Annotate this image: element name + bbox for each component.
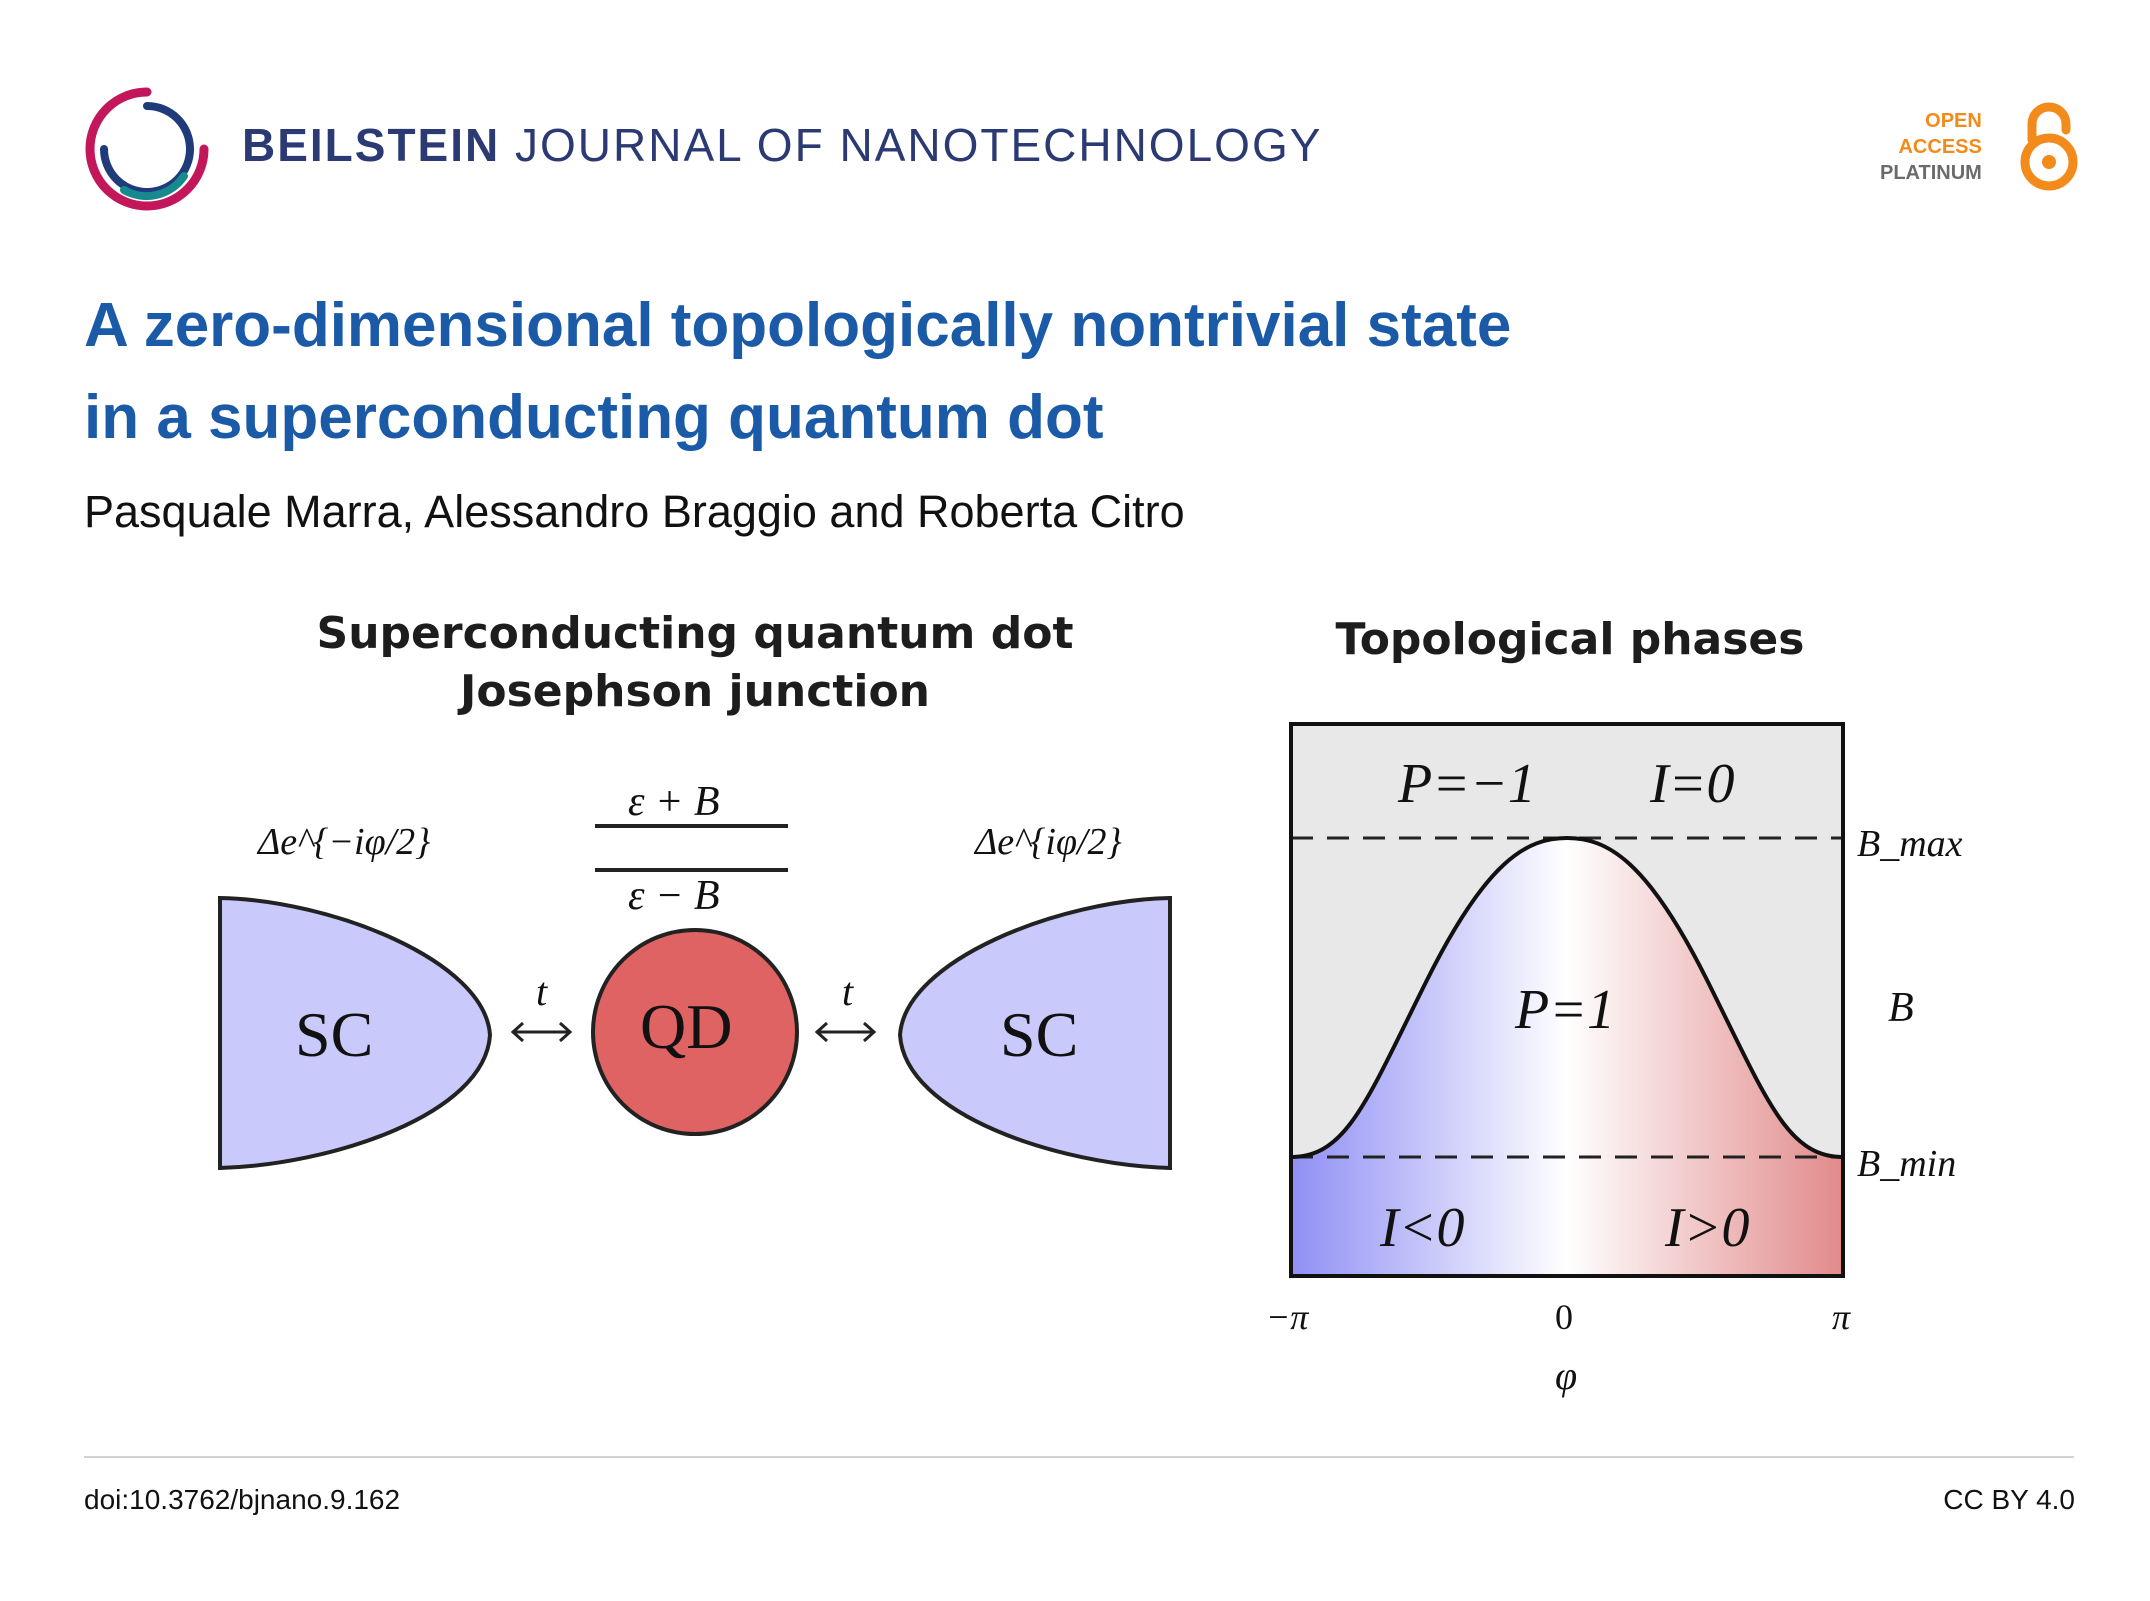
badge-line-platinum: PLATINUM xyxy=(1880,162,1982,184)
article-authors: Pasquale Marra, Alessandro Braggio and Roberta Citro xyxy=(84,486,1185,537)
y-label-bmin: B_min xyxy=(1857,1143,1957,1185)
region-label-i-negative: I<0 xyxy=(1380,1197,1465,1259)
region-label-p-one: P=1 xyxy=(1515,979,1615,1041)
journal-logo xyxy=(84,86,210,212)
left-phase-label: Δe^{−iφ/2} xyxy=(258,821,431,863)
journal-name-rest: JOURNAL OF NANOTECHNOLOGY xyxy=(515,119,1323,171)
region-label-i-positive: I>0 xyxy=(1665,1197,1750,1259)
energy-level-upper-label: ε + B xyxy=(628,779,720,825)
x-tick-pi: π xyxy=(1832,1297,1851,1337)
region-label-i-zero: I=0 xyxy=(1650,753,1735,815)
left-hopping-label: t xyxy=(536,969,548,1014)
left-figure-title-line2: Josephson junction xyxy=(460,666,930,717)
right-phase-label: Δe^{iφ/2} xyxy=(975,821,1122,863)
dot-label: QD xyxy=(640,991,733,1062)
x-tick-zero: 0 xyxy=(1555,1297,1573,1337)
right-hopping-label: t xyxy=(842,969,854,1014)
left-figure-title-line1: Superconducting quantum dot xyxy=(316,608,1074,659)
region-label-p-minus-one: P=−1 xyxy=(1398,753,1536,815)
doi-text: doi:10.3762/bjnano.9.162 xyxy=(84,1484,401,1515)
x-axis-label-phi: φ xyxy=(1555,1353,1578,1398)
open-access-badge xyxy=(1880,108,1982,186)
article-title-line1: A zero-dimensional topologically nontrivial state xyxy=(84,291,1512,360)
right-lead-label: SC xyxy=(1000,999,1079,1070)
logo-rings-icon xyxy=(84,86,210,212)
badge-line-open: OPEN xyxy=(1925,110,1982,132)
left-hopping-arrow xyxy=(513,1023,570,1041)
left-lead-label: SC xyxy=(295,999,374,1070)
footer-divider xyxy=(84,1456,2074,1458)
badge-line-access: ACCESS xyxy=(1898,136,1982,158)
license-text: CC BY 4.0 xyxy=(1943,1484,2075,1515)
x-tick-minus-pi: −π xyxy=(1266,1297,1309,1337)
y-label-bmax: B_max xyxy=(1857,823,1963,865)
journal-name xyxy=(242,118,1322,172)
article-title xyxy=(84,280,1511,464)
left-figure-title xyxy=(310,605,1080,721)
journal-name-bold: BEILSTEIN xyxy=(242,119,501,171)
right-figure-title: Topological phases xyxy=(1335,614,1805,665)
article-title-line2: in a superconducting quantum dot xyxy=(84,383,1104,452)
energy-level-lower-label: ε − B xyxy=(628,873,720,919)
open-access-lock-icon xyxy=(2018,100,2080,192)
y-label-b: B xyxy=(1888,985,1914,1031)
right-hopping-arrow xyxy=(817,1023,874,1041)
